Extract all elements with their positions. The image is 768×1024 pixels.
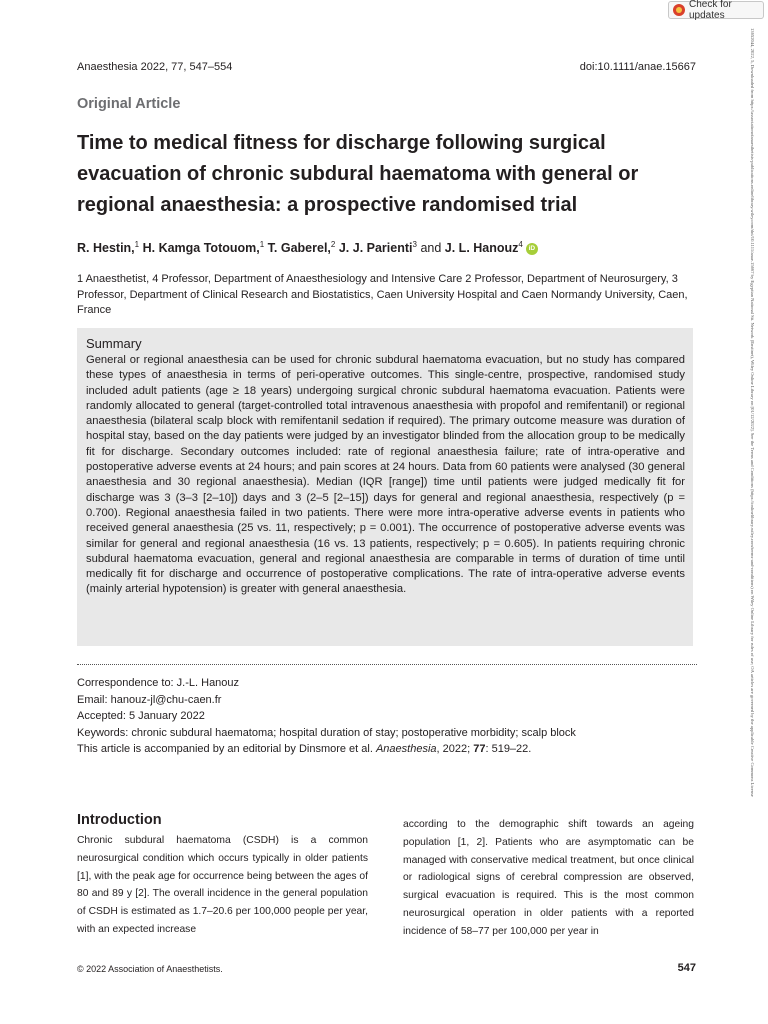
introduction-column-right: according to the demographic shift towards an ageing population [1, 2]. Patients who are asymptomatic can be managed with conservative medical treatment, but once clinical or radiological signs of cerebral compression are observed, surgical evacuation is required. This is the most common neurosurgical operation in older patients with a reported incidence of 58–77 per 100,000 per year in: [403, 819, 694, 937]
editorial-prefix: This article is accompanied by an editorial by Dinsmore et al.: [77, 743, 376, 755]
check-for-updates-button[interactable]: [668, 1, 764, 19]
check-for-updates-label: Check for updates: [689, 0, 732, 21]
introduction-heading: Introduction: [77, 812, 162, 828]
summary-text: General or regional anaesthesia can be used for chronic subdural haematoma evacuation, but no study has compared these types of anaesthesia in terms of peri-operative outcomes. This single-centre, prospective, randomised study included adult patients (age ≥ 18 years) undergoing surgical chronic subdural haematoma evacuation. Patients were randomly allocated to general (target-controlled total intravenous anaesthesia with propofol and remifentanil) or regional anaesthesia (bilateral scalp block with remifentanil sedation if required). The primary outcome measure was duration of hospital stay, based on the day patients were judged by an investigator blinded from the allocation group to be medically fit for discharge. Secondary outcomes included: rate of regional anaesthesia failure; rate of intra-operative and postoperative adverse events at 24 hours; and pain scores at 24 hours. Data from 60 patients were analysed (30 general anaesthesia and 30 regional anaesthesia). Median (IQR [range]) time until patients were judged medically fit for discharge was 3 (3–3 [2–10]) days and 3 (2–5 [2–15]) days for general and regional anaesthesia, respectively (p = 0.700). Regional anaesthesia failed in two patients. There were more intra-operative adverse events in patients who received general anaesthesia (25 vs. 11, respectively; p = 0.001). The occurrence of postoperative adverse events was similar for general and regional anaesthesia (16 vs. 13 patients, respectively; p = 0.605). In patients requiring chronic subdural haematoma evacuation, general and regional anaesthesia are comparable in terms of duration of time until medically fit for discharge and occurrence of postoperative complications. The rate of intra-operative adverse events (mainly arterial hypotension) is greater with general anaesthesia.: [86, 354, 685, 596]
article-title: Time to medical fitness for discharge following surgical evacuation of chronic subdural haematoma with general or regional anaesthesia: a prospective randomised trial: [77, 132, 639, 216]
orcid-icon[interactable]: iD: [526, 243, 538, 255]
summary-box: [77, 328, 693, 646]
divider: [77, 664, 697, 665]
author-name[interactable]: T. Gaberel,: [267, 241, 331, 256]
author-name[interactable]: J. J. Parienti: [338, 241, 413, 256]
doi-link[interactable]: doi:10.1111/anae.15667: [579, 61, 696, 73]
keywords: Keywords: chronic subdural haematoma; hospital duration of stay; postoperative morbidity; scalp block: [77, 726, 576, 739]
author-list: [77, 240, 538, 255]
correspondence-email[interactable]: Email: hanouz-jl@chu-caen.fr: [77, 693, 222, 706]
page-number: 547: [677, 962, 696, 974]
author-conjunction: and: [420, 241, 442, 256]
affiliations: 1 Anaesthetist, 4 Professor, Department of Anaesthesiology and Intensive Care 2 Professor, Department of Neurosurgery, 3 Professor, Department of Clinical Research and Biostatistics, Caen University Hospital and Caen Normandy University, Caen, France: [77, 273, 688, 316]
accepted-date: Accepted: 5 January 2022: [77, 710, 205, 722]
editorial-volume: 77: [473, 743, 486, 755]
crossmark-icon: [673, 4, 685, 16]
correspondence-to: Correspondence to: J.-L. Hanouz: [77, 677, 240, 689]
summary-heading: Summary: [86, 336, 142, 351]
affiliation-marker: 3: [412, 240, 417, 249]
author-name[interactable]: R. Hestin,: [77, 241, 135, 256]
editorial-note: [77, 741, 697, 758]
article-type: Original Article: [77, 96, 181, 112]
journal-citation: Anaesthesia 2022, 77, 547–554: [77, 61, 233, 73]
author-name[interactable]: H. Kamga Totouom,: [142, 241, 260, 256]
editorial-journal: Anaesthesia: [375, 743, 437, 755]
author-name[interactable]: J. L. Hanouz: [444, 241, 519, 256]
correspondence-block: [77, 675, 697, 758]
affiliation-marker: 1: [134, 240, 140, 249]
affiliation-marker: 1: [259, 240, 265, 249]
editorial-year: , 2022;: [436, 743, 474, 755]
editorial-pages: : 519–22.: [485, 743, 532, 755]
copyright-notice: © 2022 Association of Anaesthetists.: [77, 964, 223, 974]
download-notice: 13652044, 2022, 5, Downloaded from https://associationofanaesthetists-publications.onlinelibrary.wiley.com/doi/10.1111/anae.15667 by Egyptian National Sti. Network (Enstinet), Wiley Online Library on [01/12/2022]. See the Terms and Conditions (https://onlinelibrary.wiley.com/terms-and-conditions) on Wiley Online Library for rules of use; OA articles are governed by the applicable Creative Commons License: [750, 28, 755, 797]
affiliation-marker: 2: [330, 240, 336, 249]
affiliation-marker: 4: [518, 240, 523, 249]
introduction-column-left: Chronic subdural haematoma (CSDH) is a common neurosurgical condition which occurs typically in older patients [1], with the peak age for occurrence being between the ages of 80 and 89 y [2]. The overall incidence in the general population of CSDH is estimated as 1.7–20.6 per 100,000 people per year, with an expected increase: [77, 835, 368, 935]
